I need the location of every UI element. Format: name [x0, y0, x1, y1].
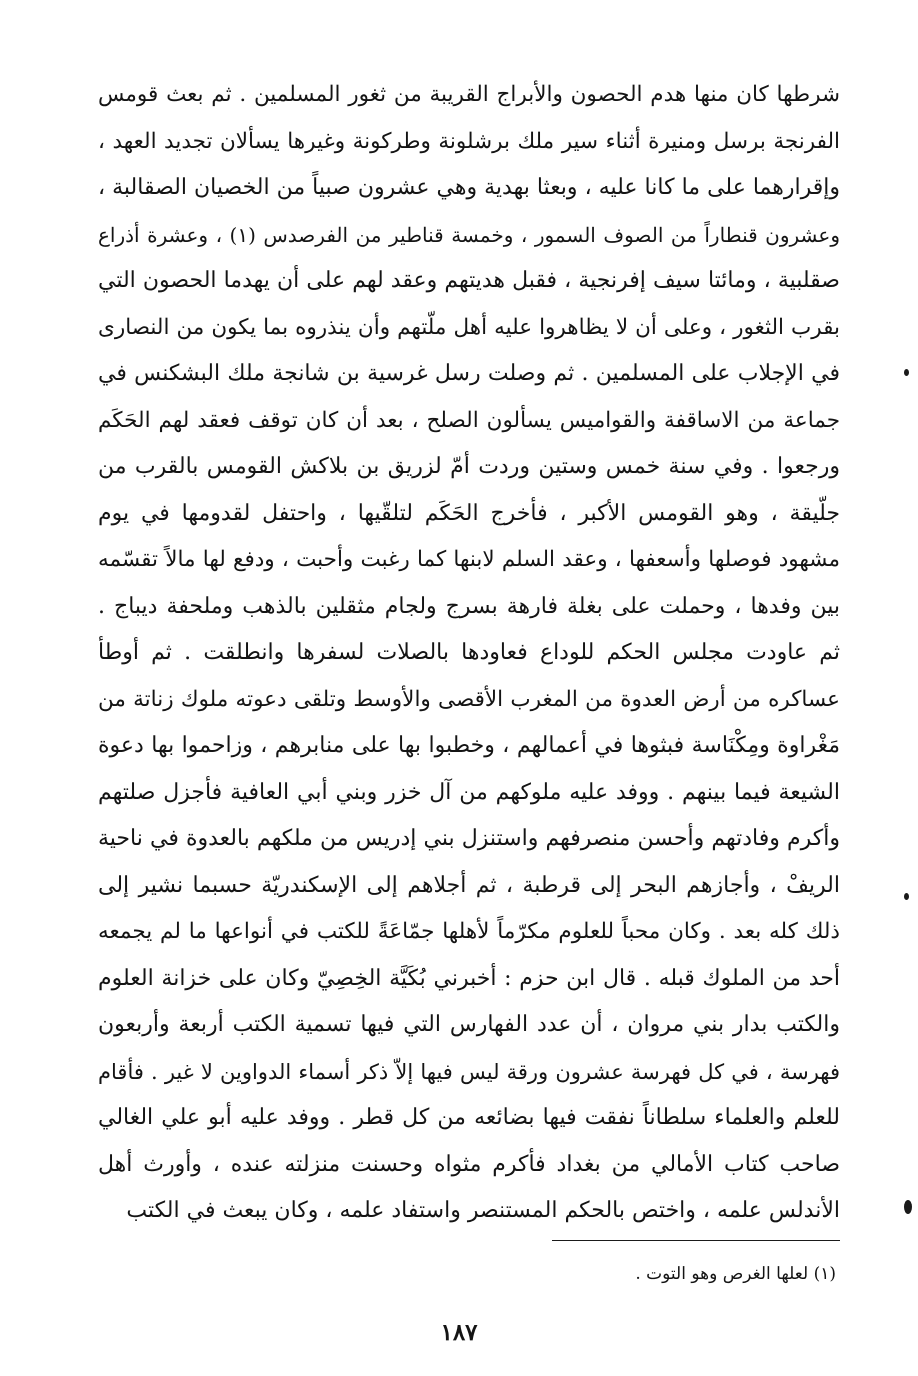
text-line: بين وفدها ، وحملت على بغلة فارهة بسرج ولجام مثقلين بالذهب وملحفة ديباج .	[98, 593, 840, 619]
text-line: صاحب كتاب الأمالي من بغداد فأكرم مثواه وحسنت منزلته عنده ، وأورث أهل	[98, 1151, 840, 1177]
text-line: أحد من الملوك قبله . قال ابن حزم : أخبرني بُكَيَّة الخِصِيّ وكان على خزانة العلوم	[98, 965, 840, 991]
scan-mark	[904, 369, 909, 376]
text-line: ذلك كله بعد . وكان محباً للعلوم مكرّماً لأهلها جمّاعَةً للكتب في أنواعها ما لم يجمعه	[98, 919, 840, 944]
text-line: وأكرم وفادتهم وأحسن منصرفهم واستنزل بني إدريس من ملكهم بالعدوة في ناحية	[98, 826, 840, 851]
footnote-divider	[552, 1240, 840, 1241]
text-line: وإقرارهما على ما كانا عليه ، وبعثا بهدية وهي عشرون صبياً من الخصيان الصقالبة ،	[98, 175, 840, 200]
text-line: صقلبية ، ومائتا سيف إفرنجية ، فقبل هديتهم وعقد لهم على أن يهدما الحصون التي	[98, 268, 840, 293]
text-line: في الإجلاب على المسلمين . ثم وصلت رسل غرسية بن شانجة ملك البشكنس في	[98, 361, 840, 386]
main-text	[98, 72, 840, 1235]
text-line: والكتب بدار بني مروان ، أن عدد الفهارس التي فيها تسمية الكتب أربعة وأربعون	[98, 1012, 840, 1037]
text-line: الأندلس علمه ، واختص بالحكم المستنصر واستفاد علمه ، وكان يبعث في الكتب	[126, 1198, 840, 1223]
scan-mark	[904, 893, 909, 900]
text-line: الفرنجة برسل ومنيرة أثناء سير ملك برشلونة وطركونة وغيرها يسألان تجديد العهد ،	[98, 128, 840, 154]
footnote: (١) لعلها الغرص وهو التوت .	[635, 1264, 836, 1284]
text-line: للعلم والعلماء سلطاناً نفقت فيها بضائعه من كل قطر . ووفد عليه أبو علي الغالي	[98, 1105, 840, 1130]
text-line: بقرب الثغور ، وعلى أن لا يظاهروا عليه أهل ملّتهم وأن ينذروه بما يكون من النصارى	[98, 314, 840, 340]
text-line: فهرسة ، في كل فهرسة عشرون ورقة ليس فيها إلاّ ذكر أسماء الدواوين لا غير . فأقام	[98, 1059, 840, 1084]
page-number: ١٨٧	[440, 1319, 478, 1346]
text-line: الريفْ ، وأجازهم البحر إلى قرطبة ، ثم أجلاهم إلى الإسكندريّة حسبما نشير إلى	[98, 872, 840, 898]
text-line: ورجعوا . وفي سنة خمس وستين وردت أمّ لزريق بن بلاكش القومس بالقرب من	[98, 454, 840, 479]
text-line: ثم عاودت مجلس الحكم للوداع فعاودها بالصلات لسفرها وانطلقت . ثم أوطأ	[98, 640, 840, 665]
scan-mark	[904, 1200, 912, 1214]
text-line: جلّيقة ، وهو القومس الأكبر ، فأخرج الحَكَم لتلقّيها ، واحتفل لقدومها في يوم	[98, 500, 840, 526]
text-line: شرطها كان منها هدم الحصون والأبراج القريبة من ثغور المسلمين . ثم بعث قومس	[98, 82, 840, 107]
text-line: جماعة من الاساقفة والقواميس يسألون الصلح ، بعد أن كان توقف فعقد لهم الحَكَم	[98, 407, 840, 433]
text-line: وعشرون قنطاراً من الصوف السمور ، وخمسة قناطير من الفرصدس (١) ، وعشرة أذراع	[98, 222, 840, 247]
text-line: مَغْراوة ومِكْنَاسة فبثوها في أعمالهم ، وخطبوا بها على منابرهم ، وزاحموا بها دعوة	[98, 733, 840, 758]
text-line: عساكره من أرض العدوة من المغرب الأقصى والأوسط وتلقى دعوته ملوك زناتة من	[98, 686, 840, 712]
text-line: الشيعة فيما بينهم . ووفد عليه ملوكهم من آل خزر وبني أبي العافية فأجزل صلتهم	[98, 779, 840, 805]
text-line: مشهود فوصلها وأسعفها ، وعقد السلم لابنها كما رغبت وأحبت ، ودفع لها مالاً تقسّمه	[98, 547, 840, 572]
